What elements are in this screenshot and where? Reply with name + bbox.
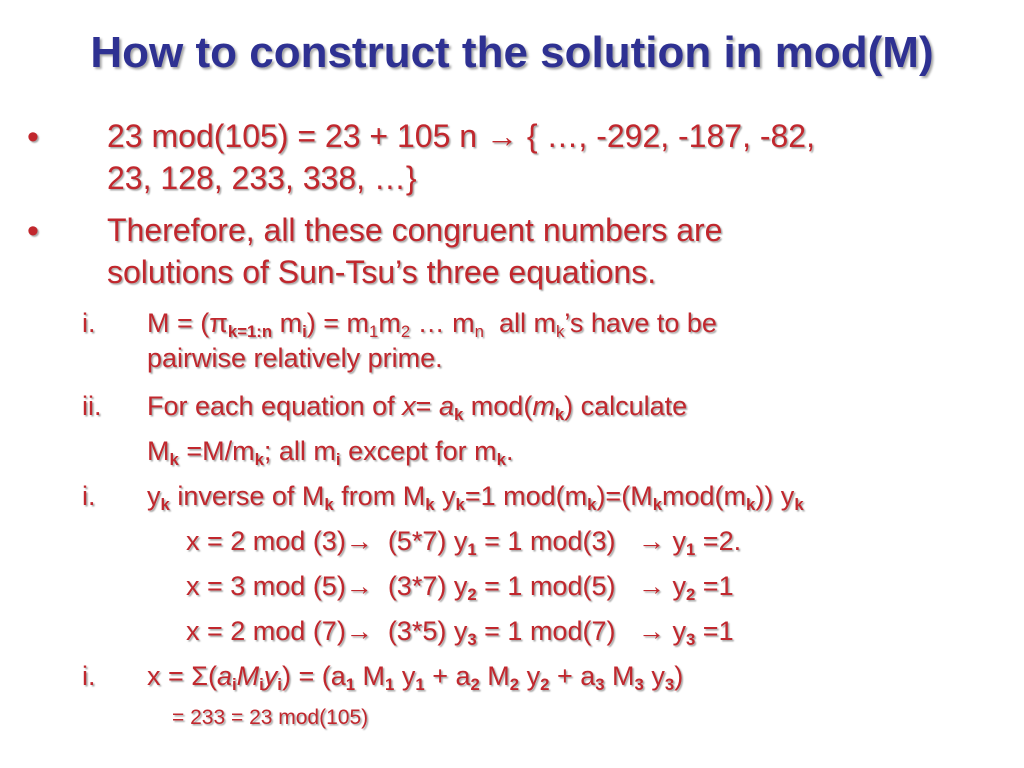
bullet-marker: • — [27, 212, 39, 250]
equation-row-1: x = 2 mod (3)→ (5*7) $y_1 = 1$ $mod(3) \to y_1 =2$. — [186, 526, 742, 560]
step-solution-sum: $x = \Sigma(a_iM_iy_i) = (a_1$ $M_1$ $y_1 + a_2$ $M_2$ $y_2 + a_3$ $M_3$ $y_3$) — [147, 661, 684, 695]
step-modulus-product-cont: pairwise relatively prime. — [147, 343, 443, 373]
bullet-2-line-2: solutions of Sun-Tsu’s three equations. — [107, 254, 657, 290]
bullet-2-line-1: Therefore, all these congruent numbers are — [107, 212, 723, 248]
step-each-equation: For each equation of $x= a_k$ $mod(m_k)$ calculate — [147, 391, 688, 425]
bullet-1-line-2: 23, 128, 233, 338, …} — [107, 160, 417, 196]
slide-title: How to construct the solution in mod(M) — [90, 28, 934, 77]
equation-row-3: x = 2 mod (7)→ (3*5) $y_3 = 1$ $mod(7) \to y_3 =1$ — [186, 616, 734, 650]
step-marker: i. — [82, 308, 96, 338]
step-inverse: $y_k$ inverse of $M_k$ from $M_k$ $y_k=1$ $mod(m_k)=(M_kmod(m_k))$ $y_k$ — [147, 481, 804, 515]
bullet-marker: • — [27, 118, 39, 156]
step-marker: ii. — [82, 391, 102, 421]
step-marker: i. — [82, 481, 96, 511]
step-modulus-product: $M = (\pi_{k=1:n}$ $m_i) = m1m2$ … mn all mk’s have to be — [147, 308, 717, 342]
step-marker: i. — [82, 661, 96, 691]
step-mk-definition: $M_k =M/m_k$; all $m_i$ except for $m_k$. — [147, 436, 514, 470]
bullet-1-line-1: 23 mod(105) = 23 + 105 n → { …, -292, -187, -82, — [107, 118, 815, 154]
equation-row-2: x = 3 mod (5)→ (3*7) $y_2 = 1$ $mod(5) \to y_2 =1$ — [186, 571, 734, 605]
final-result: = 233 = 23 mod(105) — [172, 706, 369, 729]
